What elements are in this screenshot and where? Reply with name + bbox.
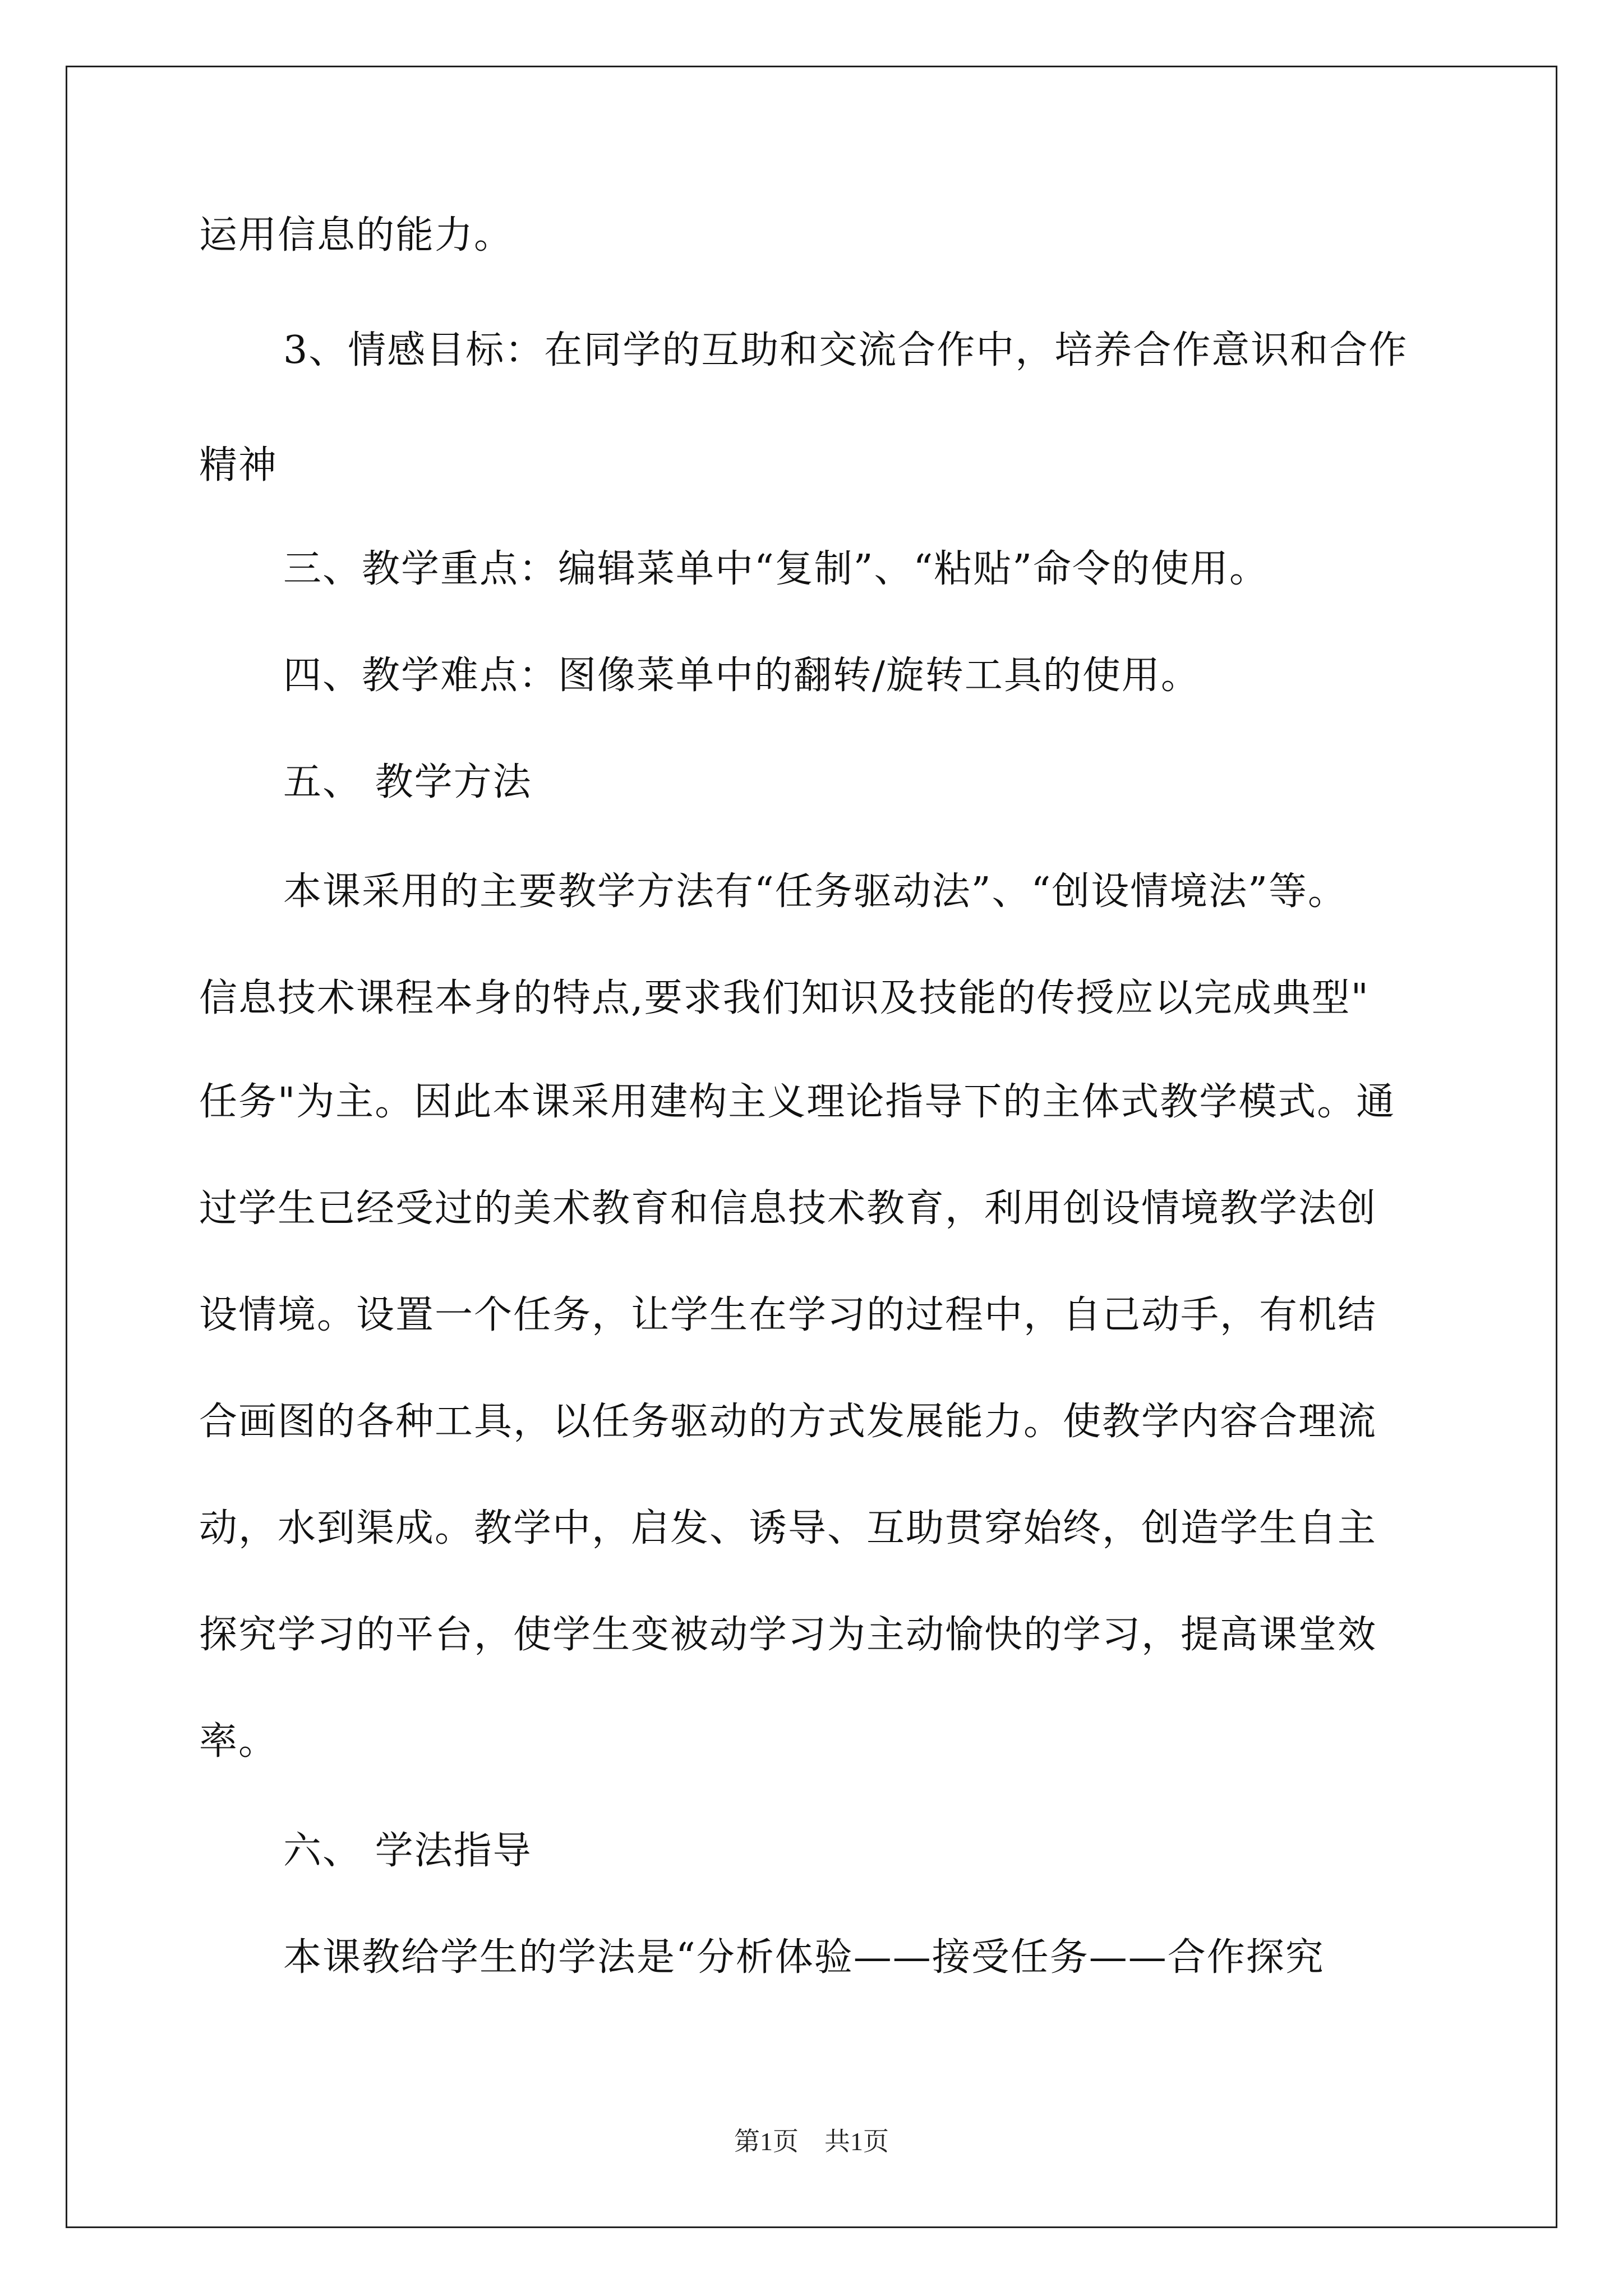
text-line: 三、教学重点：编辑菜单中“复制”、“粘贴”命令的使用。 (283, 547, 1269, 591)
page-border (66, 66, 1557, 2228)
text-line: 四、教学难点：图像菜单中的翻转/旋转工具的使用。 (283, 654, 1200, 698)
page-footer: 第1页 共1页 (734, 2127, 889, 2156)
text-line: 合画图的各种工具，以任务驱动的方式发展能力。使教学内容合理流 (199, 1400, 1377, 1444)
text-line: 探究学习的平台，使学生变被动学习为主动愉快的学习，提高课堂效 (199, 1613, 1377, 1657)
text-line: 3、情感目标：在同学的互助和交流合作中，培养合作意识和合作 (283, 328, 1408, 372)
text-line: 任务"为主。因此本课采用建构主义理论指导下的主体式教学模式。通 (199, 1080, 1396, 1124)
text-line: 信息技术课程本身的特点,要求我们知识及技能的传授应以完成典型" (199, 976, 1370, 1020)
text-line: 精神 (199, 443, 278, 487)
text-line: 本课教给学生的学法是“分析体验——接受任务——合作探究 (283, 1935, 1325, 1980)
text-line: 设情境。设置一个任务，让学生在学习的过程中，自己动手，有机结 (199, 1293, 1377, 1337)
text-line: 过学生已经受过的美术教育和信息技术教育，利用创设情境教学法创 (199, 1186, 1377, 1231)
text-line: 动，水到渠成。教学中，启发、诱导、互助贯穿始终，创造学生自主 (199, 1506, 1377, 1550)
text-line: 本课采用的主要教学方法有“任务驱动法”、“创设情境法”等。 (283, 869, 1348, 914)
text-line: 率。 (199, 1719, 278, 1764)
text-line: 运用信息的能力。 (199, 213, 514, 257)
section-heading: 五、 教学方法 (283, 760, 532, 804)
section-heading: 六、 学法指导 (283, 1829, 532, 1873)
